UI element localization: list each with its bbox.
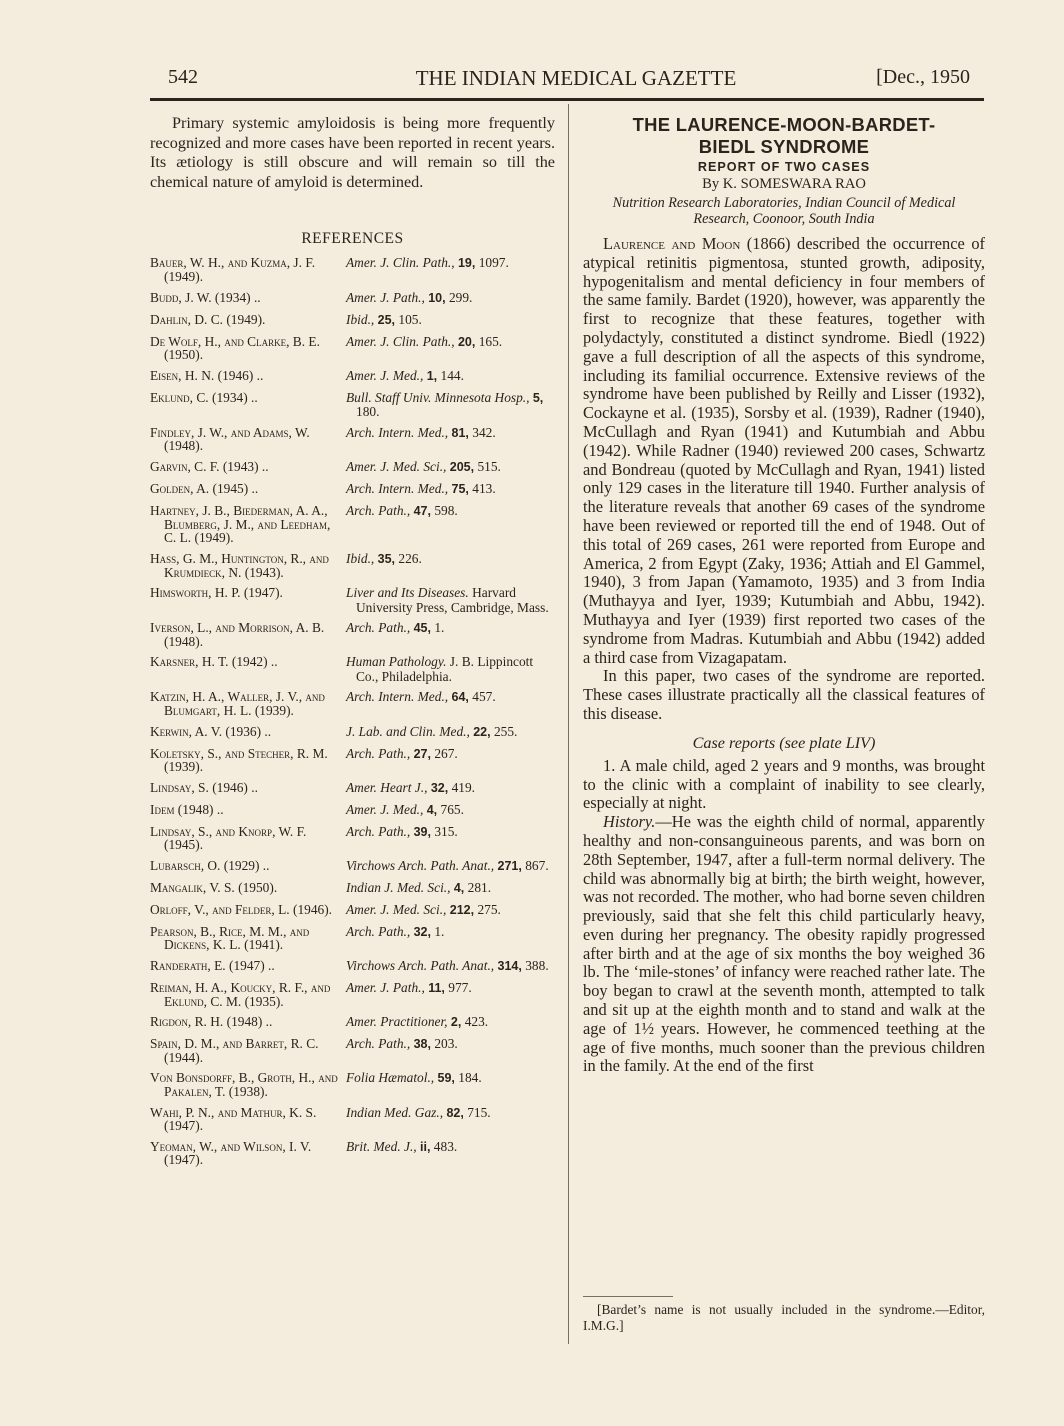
reference-entry xyxy=(150,803,555,818)
reference-author: Garvin, C. F. (1943) .. xyxy=(150,458,269,474)
history-lead: History. xyxy=(603,812,656,832)
reference-journal: Ibid., xyxy=(346,550,375,566)
reference-journal: Arch. Intern. Med., xyxy=(346,689,449,705)
reference-entry xyxy=(150,460,555,475)
reference-volume: 271, xyxy=(497,858,522,873)
reference-pages: 1097. xyxy=(478,255,509,271)
reference-author: Dahlin, D. C. (1949). xyxy=(150,311,266,327)
reference-journal: Amer. J. Med., xyxy=(346,801,424,817)
reference-source xyxy=(346,621,556,636)
reference-journal: Amer. J. Path., xyxy=(346,289,425,305)
reference-author: Budd, J. W. (1934) .. xyxy=(150,289,261,305)
article-title-line-1: THE LAURENCE-MOON-BARDET- xyxy=(632,114,936,135)
reference-author: Karsner, H. T. (1942) .. xyxy=(150,654,278,670)
reference-source xyxy=(346,391,556,419)
reference-entry xyxy=(150,482,555,497)
reference-journal: Arch. Path., xyxy=(346,1036,411,1052)
reference-journal: Amer. J. Path., xyxy=(346,980,425,996)
reference-volume: 75, xyxy=(451,481,469,496)
reference-entry xyxy=(150,1106,555,1133)
reference-pages: J. B. Lippincott Co., Philadelphia. xyxy=(356,654,534,684)
reference-source xyxy=(346,291,556,306)
reference-pages: 180. xyxy=(356,404,380,420)
reference-author: Randerath, E. (1947) .. xyxy=(150,958,275,974)
reference-source xyxy=(346,925,556,940)
reference-volume: 27, xyxy=(413,746,431,761)
reference-entry xyxy=(150,690,555,717)
reference-volume: 4, xyxy=(426,802,438,817)
column-divider xyxy=(568,104,569,1344)
reference-entry xyxy=(150,903,555,918)
reference-journal: Amer. Heart J., xyxy=(346,779,428,795)
reference-author: Pearson, B., Rice, M. M., and Dickens, K. L. (1941). xyxy=(150,923,310,953)
reference-entry xyxy=(150,881,555,896)
reference-volume: 32, xyxy=(413,924,431,939)
reference-entry xyxy=(150,859,555,874)
running-head xyxy=(168,64,984,96)
reference-journal: Amer. J. Med. Sci., xyxy=(346,901,447,917)
history-text: —He was the eighth child of normal, apparently healthy and non-consanguineous parents, and was born on 28th September, 1947, after a full-term normal delivery. The child was abnormally big at birth; the birth weight, however, was not recorded. The mother, who had borne seven children previously, said that she felt this child particularly heavy, even during her pregnancy. The obesity rapidly progressed after birth and at the age of six months the boy weighed 36 lb. The ‘mile-stones’ of infancy were reached rather late. The boy began to crawl at the seventh month, attempted to talk and sit up at the eighth month and to stand and walk at the age of 1½ years. However, he commenced teething at the age of five months, much sooner than the previous children in the family. At the end of the first xyxy=(583,812,985,1076)
reference-entry xyxy=(150,552,555,579)
reference-pages: 144. xyxy=(440,367,464,383)
reference-source xyxy=(346,803,556,818)
reference-author: Eisen, H. N. (1946) .. xyxy=(150,367,264,383)
reference-volume: 19, xyxy=(457,256,476,271)
reference-journal: Virchows Arch. Path. Anat., xyxy=(346,958,495,974)
reference-source xyxy=(346,586,556,614)
reference-source xyxy=(346,747,556,762)
reference-entry xyxy=(150,1015,555,1030)
reference-entry xyxy=(150,655,555,683)
reference-pages: 598. xyxy=(434,502,458,518)
reference-pages: 184. xyxy=(458,1070,482,1086)
reference-entry xyxy=(150,291,555,306)
reference-volume: ii, xyxy=(420,1139,431,1154)
reference-entry xyxy=(150,504,555,545)
reference-journal: Liver and Its Diseases. xyxy=(346,585,469,601)
editor-footnote: [Bardet’s name is not usually included in the syndrome.—Editor, I.M.G.] xyxy=(583,1302,985,1333)
reference-source xyxy=(346,313,556,328)
article-title xyxy=(583,114,985,158)
reference-author: Katzin, H. A., Waller, J. V., and Blumgart, H. L. (1939). xyxy=(150,689,325,718)
reference-pages: 483. xyxy=(433,1138,458,1154)
page-number: 542 xyxy=(168,66,198,88)
reference-journal: Amer. Practitioner, xyxy=(346,1014,448,1030)
reference-volume: 25, xyxy=(377,312,396,327)
reference-entry xyxy=(150,959,555,974)
reference-pages: 457. xyxy=(472,689,496,705)
reference-volume: 38, xyxy=(413,1037,431,1052)
affiliation: Nutrition Research Laboratories, Indian Council of Medical Research, Coonoor, South India xyxy=(612,195,956,227)
aim-paragraph: In this paper, two cases of the syndrome are reported. These cases illustrate practically all the classical features of this disease. xyxy=(583,666,985,723)
reference-entry xyxy=(150,981,555,1008)
reference-source xyxy=(346,335,556,350)
reference-source xyxy=(346,959,556,974)
reference-entry xyxy=(150,313,555,328)
reference-source xyxy=(346,1037,556,1052)
reference-pages: 342. xyxy=(472,424,496,440)
reference-source xyxy=(346,1015,556,1030)
reference-journal: Virchows Arch. Path. Anat., xyxy=(346,857,495,873)
reference-volume: 2, xyxy=(450,1015,462,1030)
reference-pages: 281. xyxy=(467,879,492,895)
reference-pages: 867. xyxy=(525,857,549,873)
reference-pages: 1. xyxy=(434,923,445,939)
reference-pages: 267. xyxy=(434,745,458,761)
reference-journal: Ibid., xyxy=(346,311,375,327)
reference-journal: Arch. Intern. Med., xyxy=(346,480,449,496)
intro-paragraph xyxy=(583,235,985,667)
reference-source xyxy=(346,859,556,874)
reference-source xyxy=(346,781,556,796)
reference-journal: Brit. Med. J., xyxy=(346,1138,417,1154)
reference-journal: J. Lab. and Clin. Med., xyxy=(346,723,470,739)
reference-entry xyxy=(150,426,555,453)
reference-entry xyxy=(150,256,555,283)
right-column xyxy=(583,114,985,1076)
reference-author: Findley, J. W., and Adams, W. (1948). xyxy=(150,424,310,454)
reference-entry xyxy=(150,586,555,614)
reference-journal: Arch. Path., xyxy=(346,745,411,761)
reference-pages: Harvard University Press, Cambridge, Mass. xyxy=(356,585,549,615)
reference-author: Lindsay, S. (1946) .. xyxy=(150,779,258,795)
reference-volume: 10, xyxy=(428,290,446,305)
reference-source xyxy=(346,369,556,384)
reference-volume: 35, xyxy=(377,551,396,566)
reference-author: Eklund, C. (1934) .. xyxy=(150,389,258,405)
reference-pages: 1. xyxy=(434,620,445,636)
reference-journal: Arch. Path., xyxy=(346,620,411,636)
reference-journal: Bull. Staff Univ. Minnesota Hosp., xyxy=(346,389,530,405)
reference-source xyxy=(346,981,556,996)
journal-title: THE INDIAN MEDICAL GAZETTE xyxy=(415,66,737,90)
reference-source xyxy=(346,552,556,567)
reference-pages: 977. xyxy=(448,980,472,996)
issue-date: [Dec., 1950 xyxy=(876,66,970,88)
reference-entry xyxy=(150,825,555,852)
amyloidosis-conclusion: Primary systemic amyloidosis is being more frequently recognized and more cases have been reported in recent years. Its ætiology is still obscure and will remain so till the chemical nature of amyloid is determined. xyxy=(150,114,555,191)
reference-volume: 81, xyxy=(451,425,469,440)
reference-source xyxy=(346,256,556,271)
reference-journal: Amer. J. Clin. Path., xyxy=(346,333,455,349)
reference-volume: 47, xyxy=(413,503,431,518)
reference-pages: 715. xyxy=(467,1104,491,1120)
reference-journal: Indian Med. Gaz., xyxy=(346,1104,444,1120)
reference-volume: 45, xyxy=(413,621,431,636)
reference-author: Bauer, W. H., and Kuzma, J. F. (1949). xyxy=(150,255,316,284)
reference-pages: 419. xyxy=(451,779,475,795)
left-column xyxy=(150,114,555,1174)
reference-volume: 5, xyxy=(532,390,544,405)
reference-author: Von Bonsdorff, B., Groth, H., and Pakalen, T. (1938). xyxy=(150,1070,338,1100)
reference-source xyxy=(346,725,556,740)
reference-volume: 39, xyxy=(413,824,431,839)
references-heading: REFERENCES xyxy=(301,230,404,248)
reference-pages: 105. xyxy=(398,311,422,327)
article-title-line-2: BIEDL SYNDROME xyxy=(698,136,870,157)
reference-volume: 32, xyxy=(430,780,449,795)
reference-journal: Indian J. Med. Sci., xyxy=(346,879,451,895)
reference-author: Kerwin, A. V. (1936) .. xyxy=(150,723,272,739)
reference-author: Iverson, L., and Morrison, A. B. (1948). xyxy=(150,620,325,649)
reference-volume: 4, xyxy=(453,880,465,895)
reference-source xyxy=(346,903,556,918)
reference-pages: 165. xyxy=(478,333,503,349)
reference-author: Mangalik, V. S. (1950). xyxy=(150,879,278,895)
reference-entry xyxy=(150,335,555,362)
reference-pages: 255. xyxy=(493,723,518,739)
reference-entry xyxy=(150,1037,555,1064)
reference-pages: 315. xyxy=(434,823,458,839)
reference-entry xyxy=(150,747,555,774)
reference-volume: 205, xyxy=(449,459,475,474)
reference-entry xyxy=(150,925,555,952)
reference-author: Hartney, J. B., Biederman, A. A., Blumberg, J. M., and Leedham, C. L. (1949). xyxy=(150,502,331,546)
reference-entry xyxy=(150,725,555,740)
reference-source xyxy=(346,1140,556,1155)
intro-lead: Laurence and Moon xyxy=(603,234,741,253)
reference-source xyxy=(346,1071,556,1086)
reference-volume: 314, xyxy=(497,959,522,974)
reference-author: Koletsky, S., and Stecher, R. M. (1939). xyxy=(150,745,328,775)
reference-entry xyxy=(150,391,555,419)
reference-journal: Arch. Path., xyxy=(346,823,411,839)
reference-author: Wahi, P. N., and Mathur, K. S. (1947). xyxy=(150,1104,317,1134)
reference-source xyxy=(346,825,556,840)
reference-source xyxy=(346,460,556,475)
reference-journal: Folia Hæmatol., xyxy=(346,1070,435,1086)
reference-author: Himsworth, H. P. (1947). xyxy=(150,585,283,601)
reference-author: Rigdon, R. H. (1948) .. xyxy=(150,1014,273,1030)
reference-pages: 275. xyxy=(477,901,501,917)
reference-pages: 515. xyxy=(477,458,501,474)
intro-text: (1866) described the occurrence of atypical retinitis pigmentosa, stunted growth, adiposity, hypogenitalism and mental deficiency in four members of the same family. Bardet (1920), however, was apparently the first to recognize that these features, together with polydactyly, constituted a distinct syndrome. Biedl (1922) gave a full description of all the aspects of this syndrome, including its familial occurrence. Extensive reviews of the syndrome have been published by Reilly and Lisser (1932), Cockayne et al. (1935), Sorsby et al. (1939), Radner (1940), McCullagh and Ryan (1941) and Kutumbiah and Abbu (1942). While Radner (1940) reviewed 200 cases, Schwartz and Bondreau (quoted by McCullagh and Ryan, 1941) listed only 129 cases in the literature till 1940. Further analysis of the literature reveals that another 69 cases of the syndrome have been reviewed or reported till the end of 1948. Out of this total of 269 cases, 261 were reported from Europe and America, 2 from Egypt (Zaky, 1936; Attiah and El Gammel, 1940), 3 from Japan (Yamamoto, 1935) and 3 from India (Muthayya and Iyer, 1939; Kutumbiah and Abbu, 1942). Muthayya and Iyer (1939) first reported two cases of the syndrome from Madras. Kutumbiah and Abbu (1942) added a third case from Vizagapatam. xyxy=(583,234,985,667)
reference-volume: 20, xyxy=(457,334,476,349)
reference-volume: 64, xyxy=(451,690,469,705)
case-reports-heading: Case reports (see plate LIV) xyxy=(692,733,876,752)
history-paragraph xyxy=(583,813,985,1076)
header-rule xyxy=(150,98,984,101)
reference-author: Lubarsch, O. (1929) .. xyxy=(150,857,270,873)
byline: By K. SOMESWARA RAO xyxy=(702,176,866,192)
reference-source xyxy=(346,655,556,683)
reference-volume: 82, xyxy=(446,1105,464,1120)
reference-pages: 299. xyxy=(448,289,473,305)
reference-volume: 59, xyxy=(437,1071,455,1086)
reference-author: Spain, D. M., and Barret, R. C. (1944). xyxy=(150,1036,319,1065)
reference-source xyxy=(346,1106,556,1121)
reference-entry xyxy=(150,621,555,648)
reference-journal: Amer. J. Med., xyxy=(346,367,424,383)
reference-entry xyxy=(150,1140,555,1167)
reference-author: De Wolf, H., and Clarke, B. E. (1950). xyxy=(150,333,320,363)
reference-author: Orloff, V., and Felder, L. (1946). xyxy=(150,901,333,917)
case-one-paragraph: 1. A male child, aged 2 years and 9 months, was brought to the clinic with a complaint of inability to see clearly, especially at night. xyxy=(583,755,985,813)
reference-pages: 226. xyxy=(398,550,422,566)
reference-entry xyxy=(150,369,555,384)
reference-source xyxy=(346,504,556,519)
reference-pages: 203. xyxy=(434,1036,458,1052)
reference-author: Reiman, H. A., Koucky, R. F., and Eklund, C. M. (1935). xyxy=(150,980,331,1009)
reference-volume: 22, xyxy=(473,724,491,739)
footnote-rule xyxy=(583,1296,673,1297)
reference-author: Hass, G. M., Huntington, R., and Krumdieck, N. (1943). xyxy=(150,550,329,580)
reference-author: Lindsay, S., and Knorp, W. F. (1945). xyxy=(150,823,307,853)
reference-entry xyxy=(150,781,555,796)
reference-entry xyxy=(150,1071,555,1098)
reference-journal: Arch. Intern. Med., xyxy=(346,424,449,440)
reference-pages: 413. xyxy=(472,480,496,496)
reference-pages: 765. xyxy=(440,801,464,817)
reference-source xyxy=(346,690,556,705)
reference-volume: 1, xyxy=(426,368,438,383)
reference-source xyxy=(346,482,556,497)
reference-journal: Arch. Path., xyxy=(346,502,411,518)
reference-volume: 11, xyxy=(428,981,445,996)
reference-source xyxy=(346,426,556,441)
reference-pages: 388. xyxy=(525,958,549,974)
reference-list xyxy=(150,256,555,1167)
reference-journal: Amer. J. Med. Sci., xyxy=(346,458,447,474)
reference-volume: 212, xyxy=(449,902,475,917)
reference-author: Golden, A. (1945) .. xyxy=(150,480,259,496)
reference-journal: Arch. Path., xyxy=(346,923,411,939)
reference-source xyxy=(346,881,556,896)
reference-journal: Amer. J. Clin. Path., xyxy=(346,255,455,271)
reference-author: Yeoman, W., and Wilson, I. V. (1947). xyxy=(150,1138,312,1168)
article-subtitle: REPORT OF TWO CASES xyxy=(697,160,871,174)
reference-journal: Human Pathology. xyxy=(346,654,447,670)
reference-author: Idem (1948) .. xyxy=(150,801,224,817)
reference-pages: 423. xyxy=(464,1014,489,1030)
